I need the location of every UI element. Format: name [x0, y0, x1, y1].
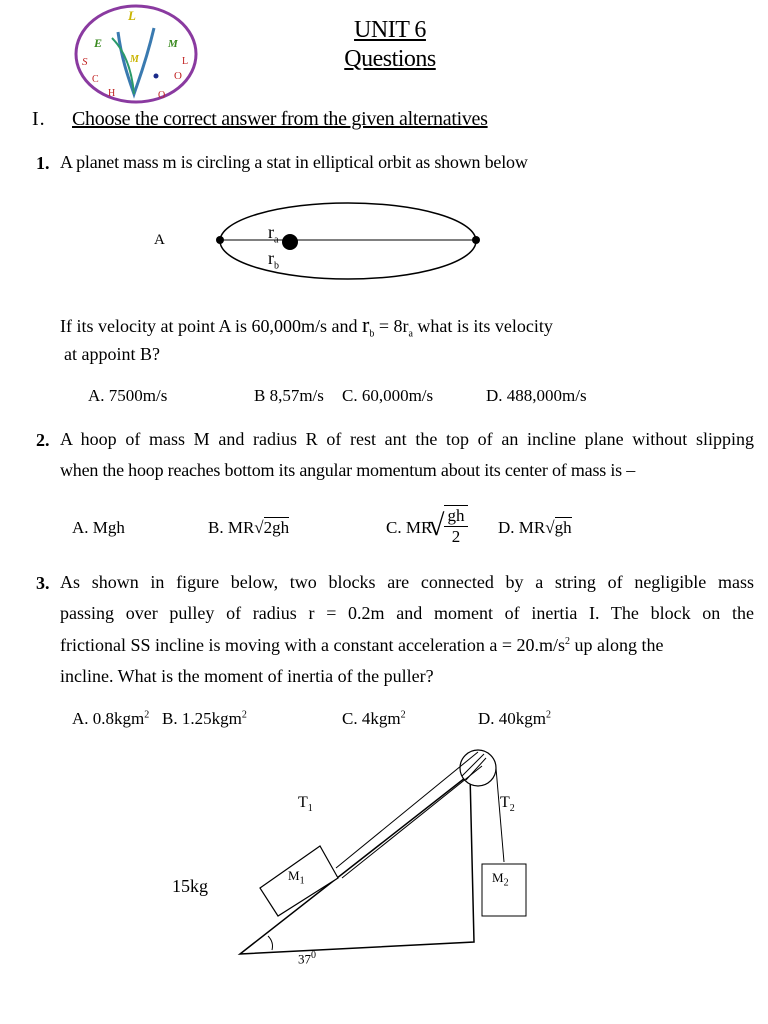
- question-text: passing over pulley of radius r = 0.2m and moment of inertia I. The block on the: [60, 603, 754, 623]
- sqrt-symbol: √: [545, 518, 555, 537]
- orbit-diagram: [150, 200, 490, 280]
- question-text: incline. What is the moment of inertia of the puller?: [60, 666, 434, 686]
- question-text: As shown in figure below, two blocks are connected by a string of negligible mass: [60, 572, 754, 592]
- option-b[interactable]: B. 1.25kgm$^2$: [162, 709, 247, 728]
- point-a-label: A: [154, 232, 165, 248]
- incline-diagram: [160, 730, 560, 980]
- block-m1-label: $M_1$: [288, 868, 305, 887]
- school-logo: [72, 2, 200, 106]
- option-d[interactable]: D. 40kgm$^2$: [478, 709, 551, 728]
- option-b[interactable]: B 8,57m/s: [254, 386, 324, 405]
- question-text: A planet mass m is circling a stat in elliptical orbit as shown below: [60, 152, 528, 172]
- block-m2-label: $M_2$: [492, 870, 509, 889]
- questions-title: Questions: [344, 46, 436, 72]
- question-text: A hoop of mass M and radius R of rest ant the top of an incline plane without slipping: [60, 429, 754, 449]
- logo-letter: S: [82, 56, 88, 68]
- question-text: frictional SS incline is moving with a constant acceleration $a = 20.m/s^2$ up along the: [60, 635, 664, 655]
- tension-t2-label: $T_2$: [500, 794, 515, 815]
- option-a[interactable]: A. 7500m/s: [88, 386, 168, 405]
- logo-letter: M: [168, 38, 178, 50]
- sqrt-symbol: √: [428, 509, 445, 542]
- ra-label: $r_a$: [268, 222, 279, 246]
- logo-letter: M: [130, 54, 139, 65]
- mass-label: 15kg: [172, 876, 208, 896]
- question-text: when the hoop reaches bottom its angular momentum about its center of mass is –: [60, 460, 636, 480]
- option-a[interactable]: A. Mgh: [72, 518, 125, 537]
- option-c[interactable]: C. 60,000m/s: [342, 386, 434, 405]
- logo-letter: C: [92, 74, 99, 85]
- option-a[interactable]: A. 0.8kgm$^2$: [72, 709, 150, 728]
- section-number: I.: [32, 108, 46, 130]
- option-c[interactable]: C. 4kgm$^2$: [342, 709, 406, 728]
- option-d[interactable]: D. MR√gh: [498, 518, 572, 537]
- option-b[interactable]: B. MR√2gh: [208, 518, 290, 537]
- logo-letter: O: [174, 70, 182, 82]
- logo-letter: L: [128, 8, 136, 23]
- q1-line1: If its velocity at point A is 60,000m/s and $r_b = 8r_a$ what is its velocity: [60, 312, 553, 340]
- sqrt-symbol: √: [254, 518, 264, 537]
- question-number: 3.: [36, 573, 50, 593]
- angle-label: $37^0$: [298, 950, 316, 967]
- logo-letter: E: [94, 36, 103, 50]
- question-number: 2.: [36, 430, 50, 450]
- option-d[interactable]: D. 488,000m/s: [486, 386, 587, 405]
- q1-line2: at appoint B?: [64, 344, 160, 364]
- logo-letter: H: [108, 88, 116, 99]
- question-number: 1.: [36, 153, 50, 173]
- tension-t1-label: $T_1$: [298, 794, 313, 815]
- unit-title: UNIT 6: [354, 17, 426, 43]
- rb-label: $r_b$: [268, 248, 279, 272]
- section-heading: Choose the correct answer from the given alternatives: [72, 108, 488, 130]
- logo-letter: O: [158, 90, 166, 101]
- logo-letter: L: [182, 56, 189, 67]
